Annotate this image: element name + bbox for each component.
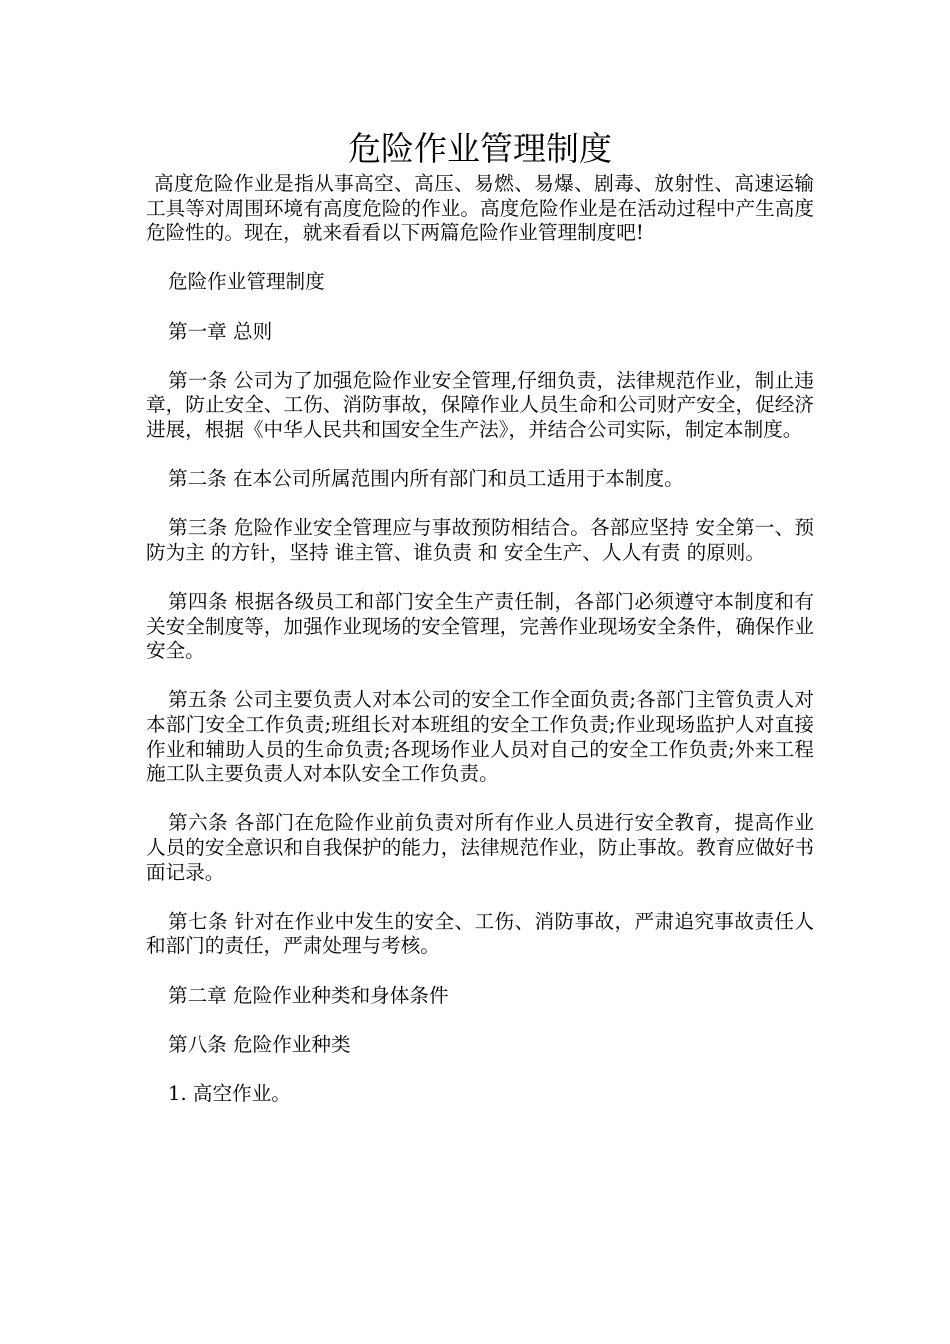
article-paragraph: 第五条 公司主要负责人对本公司的安全工作全面负责;各部门主管负责人对本部门安全工作负责;班组长对本班组的安全工作负责;作业现场监护人对直接作业和辅助人员的生命负责;各现场作业人员对自己的安全工作负责;外来工程施工队主要负责人对本队安全工作负责。 xyxy=(146,688,814,786)
paragraph-gap xyxy=(146,295,814,320)
section-heading: 危险作业管理制度 xyxy=(168,270,325,294)
intro-paragraph: 高度危险作业是指从事高空、高压、易燃、易爆、剧毒、放射性、高速运输工具等对周围环境有高度危险的作业。高度危险作业是在活动过程中产生高度危险性的。现在，就来看看以下两篇危险作业管理制度吧! xyxy=(146,172,814,245)
paragraph-gap xyxy=(146,959,814,984)
paragraph-gap xyxy=(146,443,814,468)
article-paragraph: 第一条 公司为了加强危险作业安全管理,仔细负责，法律规范作业，制止违章，防止安全、工伤、消防事故，保障作业人员生命和公司财产安全，促经济进展，根据《中华人民共和国安全生产法》，并结合公司实际，制定本制度。 xyxy=(146,368,814,441)
paragraph-gap xyxy=(146,885,814,910)
article-paragraph: 第二条 在本公司所属范围内所有部门和员工适用于本制度。 xyxy=(168,467,684,491)
paragraph-gap xyxy=(146,246,814,271)
article-paragraph: 第四条 根据各级员工和部门安全生产责任制，各部门必须遵守本制度和有关安全制度等，加强作业现场的安全管理，完善作业现场安全条件，确保作业安全。 xyxy=(146,590,814,663)
paragraph-gap xyxy=(146,1008,814,1033)
chapter-heading: 第二章 危险作业种类和身体条件 xyxy=(168,983,449,1007)
article-paragraph: 第六条 各部门在危险作业前负责对所有作业人员进行安全教育，提高作业人员的安全意识和自我保护的能力，法律规范作业，防止事故。教育应做好书面记录。 xyxy=(146,811,814,884)
article-paragraph: 第八条 危险作业种类 xyxy=(168,1032,351,1056)
chapter-heading: 第一章 总则 xyxy=(168,319,273,343)
document-title: 危险作业管理制度 xyxy=(348,129,612,168)
article-paragraph: 第七条 针对在作业中发生的安全、工伤、消防事故，严肃追究事故责任人和部门的责任，严肃处理与考核。 xyxy=(146,909,814,958)
document-page xyxy=(146,126,814,1107)
paragraph-gap xyxy=(146,664,814,689)
list-item: 1. 高空作业。 xyxy=(168,1081,291,1105)
paragraph-gap xyxy=(146,492,814,517)
paragraph-gap xyxy=(146,787,814,812)
paragraph-gap xyxy=(146,1057,814,1082)
paragraph-gap xyxy=(146,344,814,369)
paragraph-gap xyxy=(146,566,814,591)
article-paragraph: 第三条 危险作业安全管理应与事故预防相结合。各部应坚持 安全第一、预防为主 的方针，坚持 谁主管、谁负责 和 安全生产、人人有责 的原则。 xyxy=(146,516,814,564)
